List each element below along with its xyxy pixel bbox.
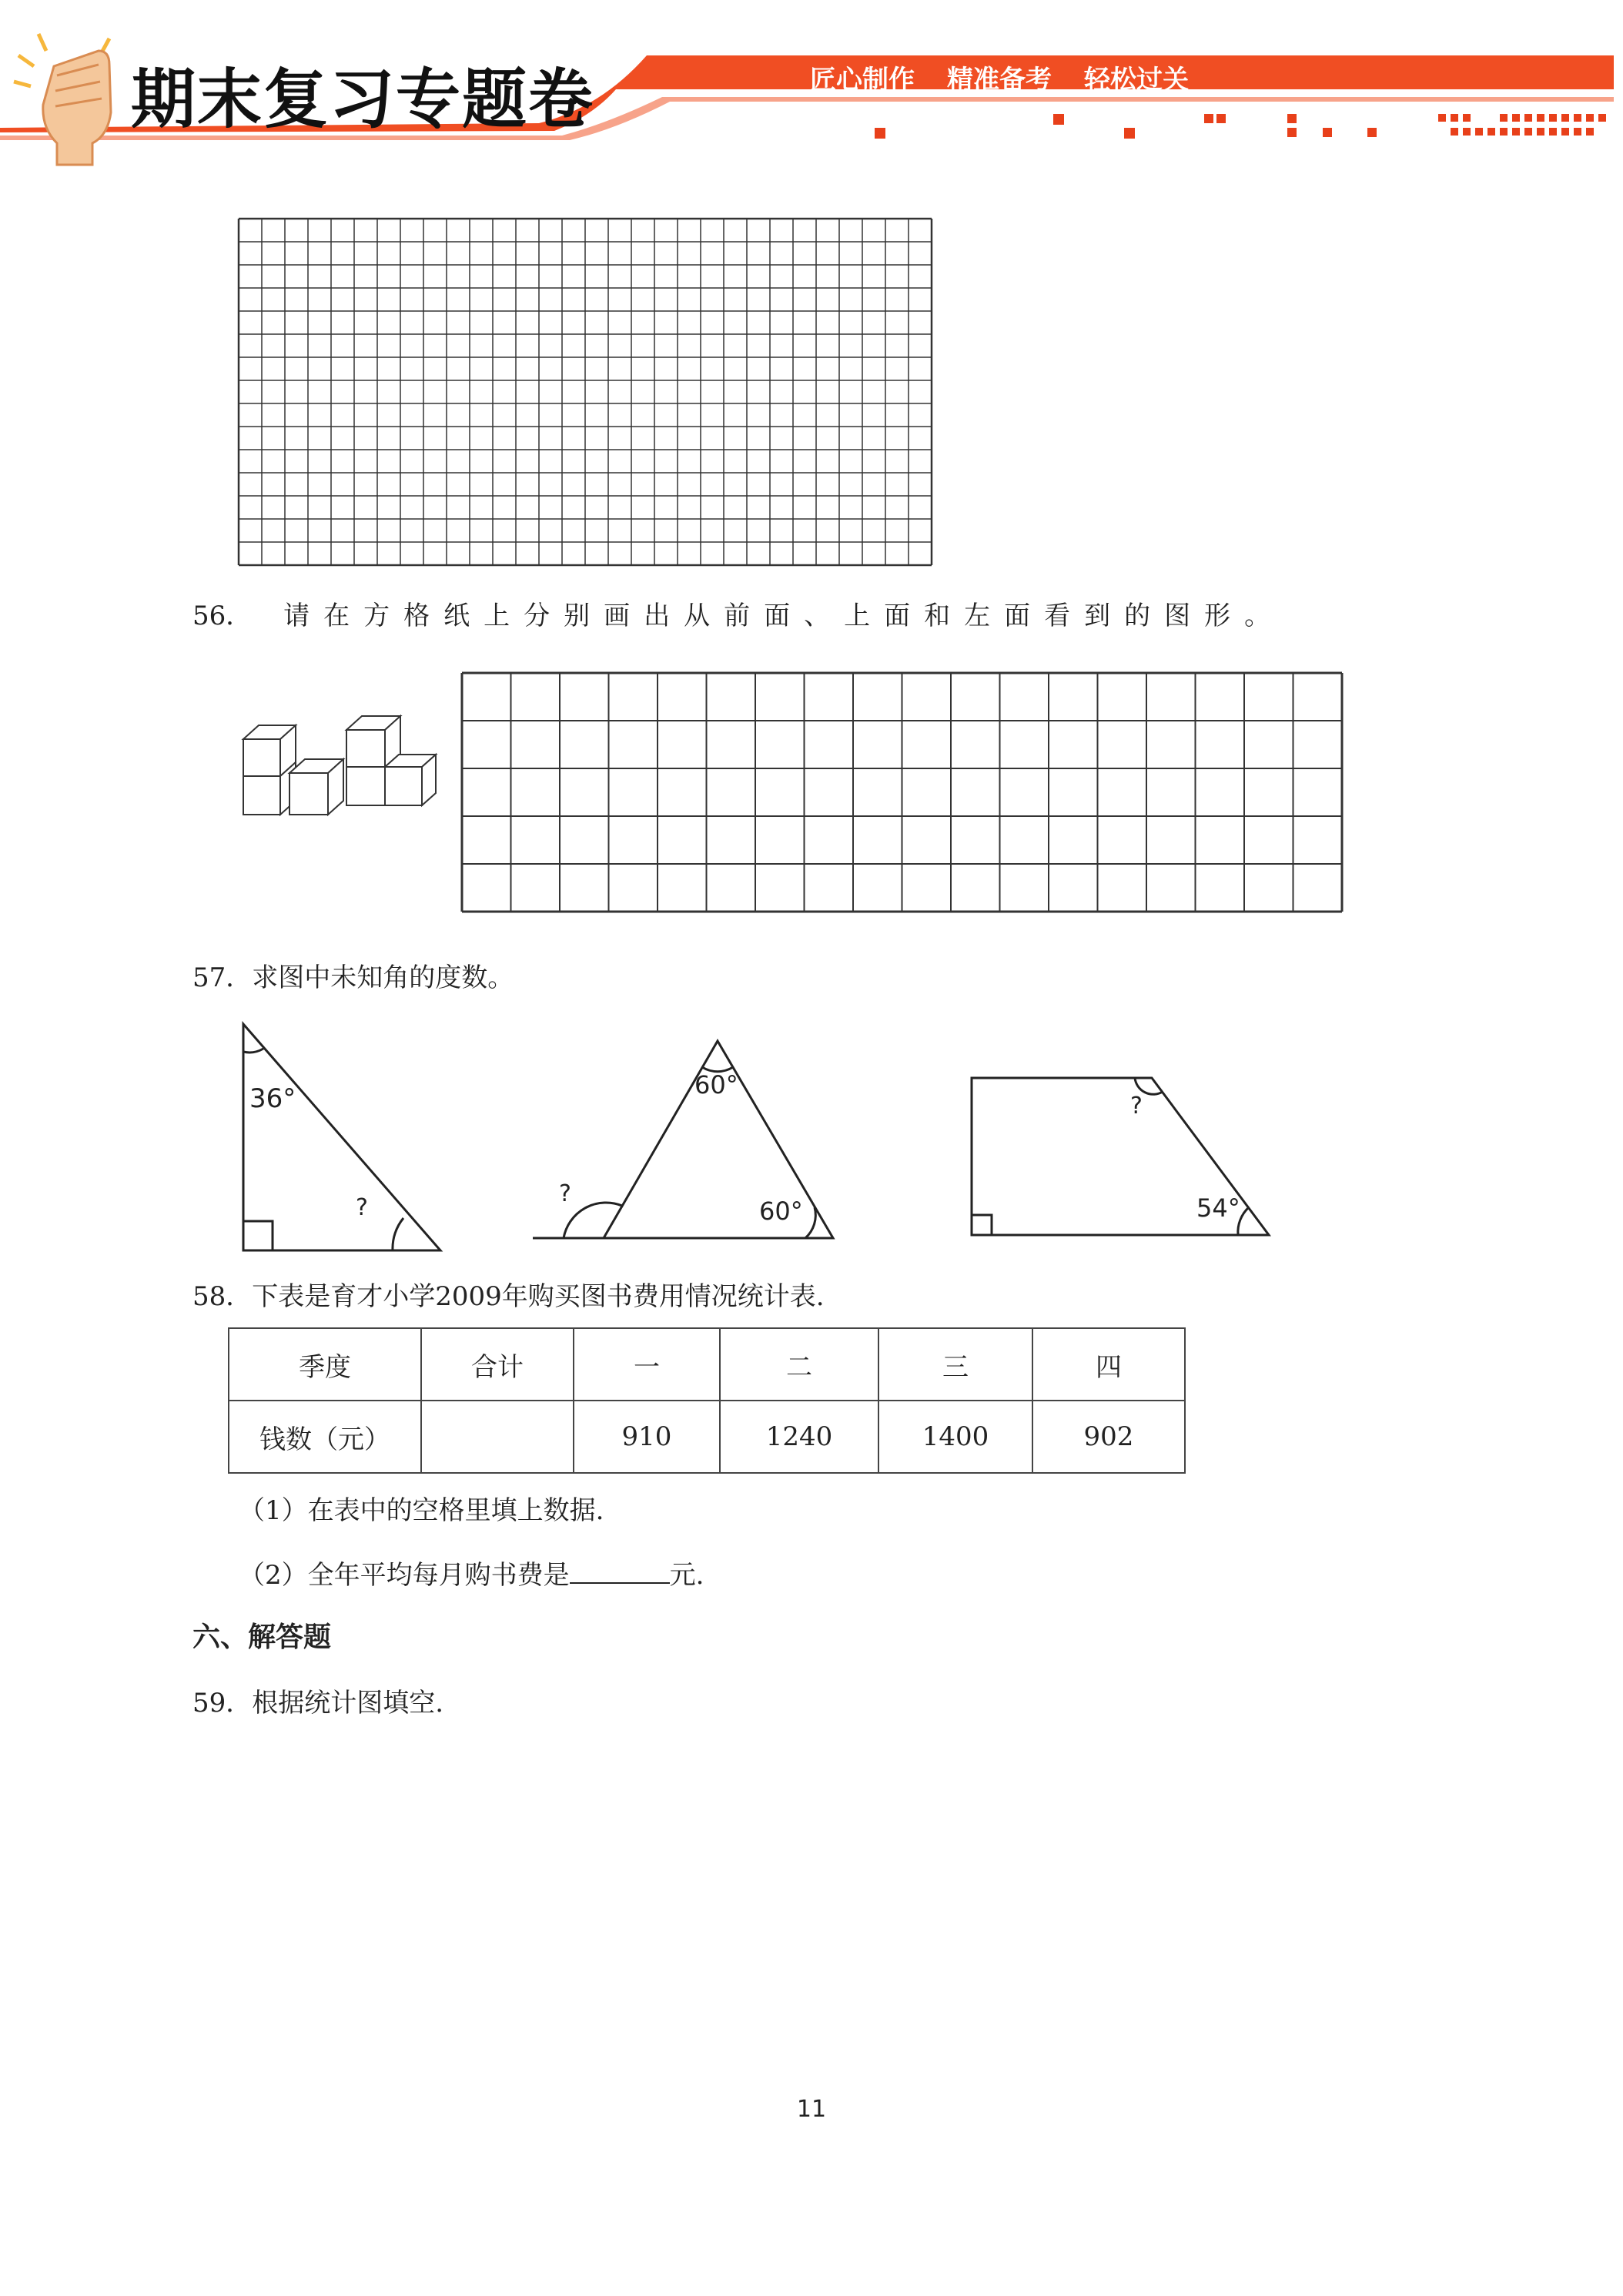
q59-number: 59．	[192, 1688, 253, 1719]
q57-line	[192, 956, 514, 994]
q58-sub2	[239, 1554, 704, 1591]
q58-sub2-prefix: （2）全年平均每月购书费是	[239, 1560, 570, 1591]
triangle-figure-2	[528, 1032, 852, 1247]
answer-blank[interactable]	[570, 1559, 670, 1584]
table-cell: 1400	[878, 1401, 1032, 1473]
table-header-row	[229, 1328, 1185, 1401]
fig2-angle-top-label: 60°	[694, 1070, 738, 1099]
fig2-unknown-label: ?	[559, 1180, 571, 1207]
q56-text: 请在方格纸上分别画出从前面、上面和左面看到的图形。	[283, 601, 1285, 631]
fist-logo-icon	[8, 28, 131, 166]
q58-sub2-suffix: 元.	[669, 1560, 704, 1591]
q56-number: 56．	[192, 601, 253, 631]
fig1-unknown-label: ?	[356, 1194, 368, 1221]
table-cell-blank-total[interactable]	[421, 1401, 574, 1473]
table-header-cell: 一	[574, 1328, 720, 1401]
table-header-cell: 二	[720, 1328, 878, 1401]
fig1-angle-top-label: 36°	[249, 1083, 296, 1114]
q58-number: 58．	[192, 1281, 253, 1312]
fig3-angle-right-label: 54°	[1196, 1193, 1240, 1223]
q56-line	[192, 594, 1284, 632]
table-header-cell: 三	[878, 1328, 1032, 1401]
table-cell: 1240	[720, 1401, 878, 1473]
expense-table	[228, 1327, 1186, 1474]
q58-line	[192, 1275, 825, 1313]
header-tagline-3: 轻松过关	[1084, 65, 1189, 95]
grid-paper-q56	[459, 670, 1344, 918]
cube-stack-figure	[237, 708, 453, 839]
q59-text: 根据统计图填空.	[252, 1688, 444, 1719]
header-tagline-2: 精准备考	[947, 65, 1052, 95]
page-number: 11	[796, 2096, 827, 2123]
trapezoid-figure-3	[964, 1066, 1287, 1250]
table-cell: 钱数（元）	[229, 1401, 421, 1473]
triangle-figure-1	[231, 1016, 462, 1263]
fig3-unknown-label: ?	[1130, 1093, 1143, 1120]
section-heading: 六、解答题	[192, 1622, 332, 1653]
q57-number: 57．	[192, 962, 253, 993]
table-header-cell: 四	[1032, 1328, 1185, 1401]
grid-paper-top	[236, 216, 944, 570]
table-row	[229, 1401, 1185, 1473]
table-cell: 902	[1032, 1401, 1185, 1473]
table-cell: 910	[574, 1401, 720, 1473]
header-title: 期末复习专题卷	[131, 62, 595, 137]
q59-line	[192, 1682, 443, 1719]
q58-sub1: （1）在表中的空格里填上数据.	[239, 1495, 604, 1526]
q57-text: 求图中未知角的度数。	[252, 962, 514, 993]
table-header-cell: 季度	[229, 1328, 421, 1401]
header-tagline-1: 匠心制作	[810, 65, 915, 95]
fig2-angle-right-label: 60°	[759, 1197, 803, 1226]
table-header-cell: 合计	[421, 1328, 574, 1401]
q58-text: 下表是育才小学2009年购买图书费用情况统计表.	[252, 1281, 825, 1312]
